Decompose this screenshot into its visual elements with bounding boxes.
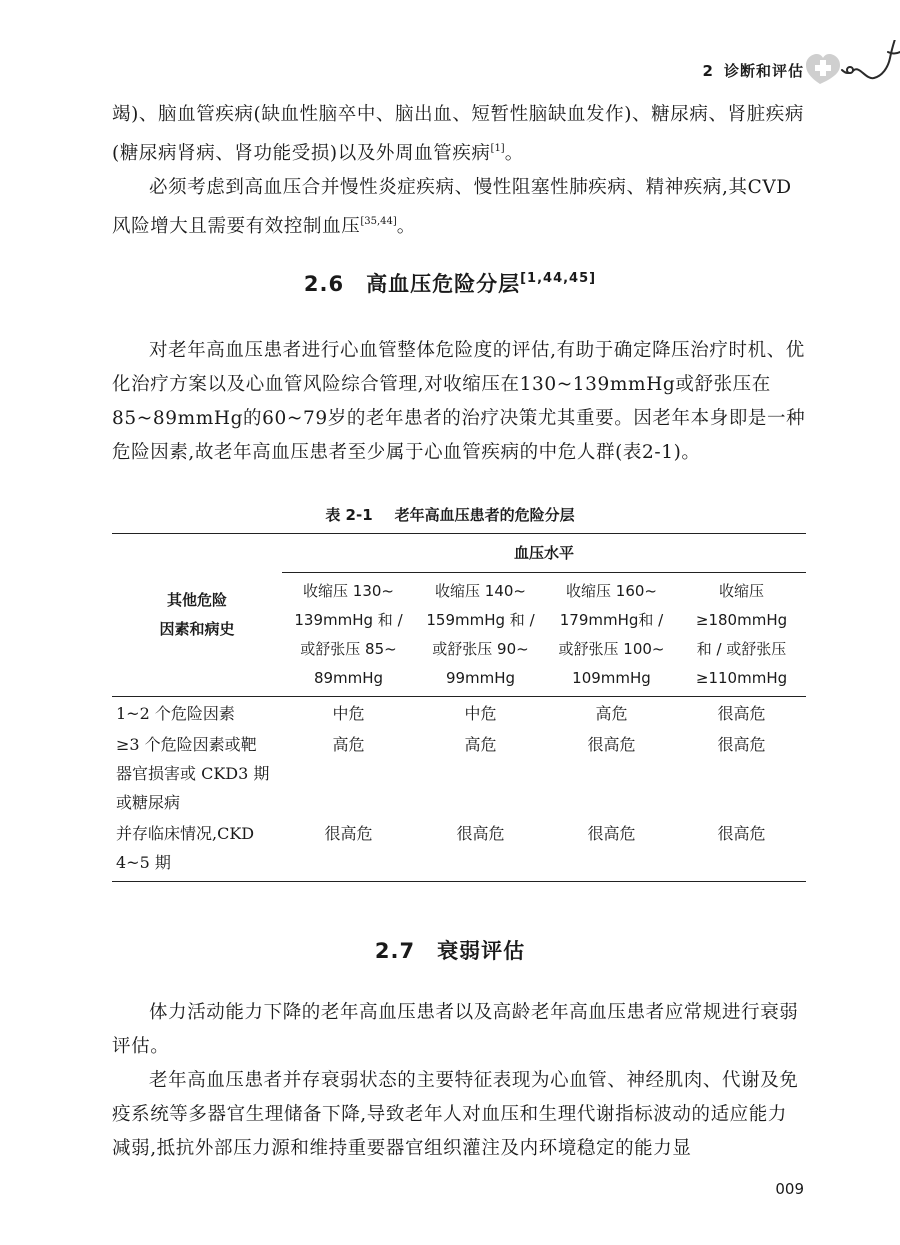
section-2-7-body (112, 996, 806, 1166)
table-number: 表 2-1 (325, 506, 373, 524)
corner-header (112, 534, 282, 697)
bp-column-header-line: 159mmHg 和 / (426, 611, 535, 629)
intro-paragraph-1 (112, 98, 806, 171)
chapter-number: 2 (702, 62, 714, 80)
bp-column-header (415, 573, 546, 697)
citation: [35,44] (360, 216, 397, 227)
bp-column-header-line: 收缩压 160~ (566, 582, 657, 600)
bp-column-header-line: 或舒张压 85~ (300, 640, 397, 658)
bp-column-header-line: 收缩压 140~ (435, 582, 526, 600)
bp-column-header (282, 573, 415, 697)
corner-header-line: 其他危险 (166, 591, 227, 609)
risk-level-cell: 高危 (595, 704, 628, 723)
table-title: 老年高血压患者的危险分层 (394, 506, 575, 524)
bp-column-header-line: 或舒张压 90~ (432, 640, 529, 658)
paragraph-text: 必须考虑到高血压合并慢性炎症疾病、慢性阻塞性肺疾病、精神疾病,其CVD风险增大且需要有效控制血压 (112, 177, 792, 237)
intro-text (112, 98, 806, 244)
section-number: 2.6 (303, 272, 345, 296)
paragraph-text: 竭)、脑血管疾病(缺血性脑卒中、脑出血、短暂性脑缺血发作)、糖尿病、肾脏疾病(糖尿病肾病、肾功能受损)以及外周血管疾病 (112, 104, 804, 164)
section-2-7-paragraph-2: 老年高血压患者并存衰弱状态的主要特征表现为心血管、神经肌肉、代谢及免疫系统等多器官生理储备下降,导致老年人对血压和生理代谢指标波动的适应能力减弱,抵抗外部压力源和维持重要器官组织灌注及内环境稳定的能力显 (112, 1070, 799, 1159)
bp-column-header-line: 179mmHg和 / (559, 611, 664, 629)
section-heading: 衰弱评估 (437, 939, 526, 963)
risk-level-cell: 中危 (332, 704, 365, 723)
corner-header-line: 因素和病史 (159, 620, 235, 638)
chapter-title: 诊断和评估 (723, 62, 804, 80)
paragraph-end: 。 (396, 216, 416, 237)
table-row (112, 728, 806, 817)
paragraph-end: 。 (504, 143, 524, 164)
risk-level-cell: 很高危 (677, 817, 806, 882)
bp-column-header-line: ≥110mmHg (695, 669, 788, 687)
bp-column-header-line: 89mmHg (313, 669, 384, 687)
row-header-line: 器官损害或 CKD3 期 (116, 764, 270, 783)
row-header (112, 697, 282, 729)
bp-column-header-line: 99mmHg (445, 669, 516, 687)
table-body (112, 697, 806, 882)
section-heading: 高血压危险分层 (366, 272, 521, 296)
risk-level-cell: 很高危 (717, 704, 766, 723)
section-2-6-paragraph: 对老年高血压患者进行心血管整体危险度的评估,有助于确定降压治疗时机、优化治疗方案以及心血管风险综合管理,对收缩压在130~139mmHg或舒张压在85~89mmHg的60~79岁的老年患者的治疗决策尤其重要。因老年本身即是一种危险因素,故老年高血压患者至少属于心血管疾病的中危人群(表2-1)。 (112, 340, 806, 463)
row-header-line: 或糖尿病 (116, 793, 181, 812)
section-2-7-paragraph-1: 体力活动能力下降的老年高血压患者以及高龄老年高血压患者应常规进行衰弱评估。 (112, 1002, 799, 1057)
row-header (112, 728, 282, 817)
bp-column-header-line: 收缩压 130~ (303, 582, 394, 600)
risk-level-cell: 高危 (464, 735, 497, 754)
bp-column-header-line: ≥180mmHg (695, 611, 788, 629)
risk-stratification-table (112, 533, 806, 882)
risk-level-cell: 很高危 (717, 735, 766, 754)
table-row (112, 697, 806, 729)
section-title-2-6 (0, 268, 900, 298)
row-header-line: 1~2 个危险因素 (116, 704, 235, 723)
citation: [1,44,45] (520, 271, 597, 286)
row-header-line: 4~5 期 (116, 853, 171, 872)
page-number: 009 (775, 1180, 804, 1198)
risk-level-cell: 很高危 (415, 817, 546, 882)
running-header (0, 52, 900, 92)
bp-column-header-line: 和 / 或舒张压 (696, 640, 787, 658)
bp-column-header-line: 或舒张压 100~ (558, 640, 665, 658)
bp-column-header-line: 109mmHg (572, 669, 651, 687)
risk-level-cell: 很高危 (282, 817, 415, 882)
risk-level-cell: 很高危 (587, 735, 636, 754)
table-caption (0, 504, 900, 525)
section-title-2-7 (0, 935, 900, 965)
row-header (112, 817, 282, 882)
header-decoration (804, 40, 900, 104)
row-header-line: 并存临床情况,CKD (116, 824, 255, 843)
risk-level-cell: 很高危 (546, 817, 677, 882)
risk-level-cell: 中危 (464, 704, 497, 723)
bp-column-header-line: 收缩压 (719, 582, 765, 600)
row-header-line: ≥3 个危险因素或靶 (116, 735, 257, 754)
bp-level-header: 血压水平 (282, 534, 806, 573)
section-2-6-body (112, 334, 806, 470)
stethoscope-icon (842, 40, 900, 78)
table-row (112, 817, 806, 882)
bp-column-header-line: 139mmHg 和 / (294, 611, 403, 629)
bp-column-header (677, 573, 806, 697)
citation: [1] (490, 143, 505, 154)
risk-level-cell: 高危 (332, 735, 365, 754)
medical-cross-heart-icon (806, 54, 840, 84)
intro-paragraph-2 (112, 171, 806, 244)
bp-column-header (546, 573, 677, 697)
chapter-header (703, 60, 804, 81)
section-number: 2.7 (374, 939, 416, 963)
